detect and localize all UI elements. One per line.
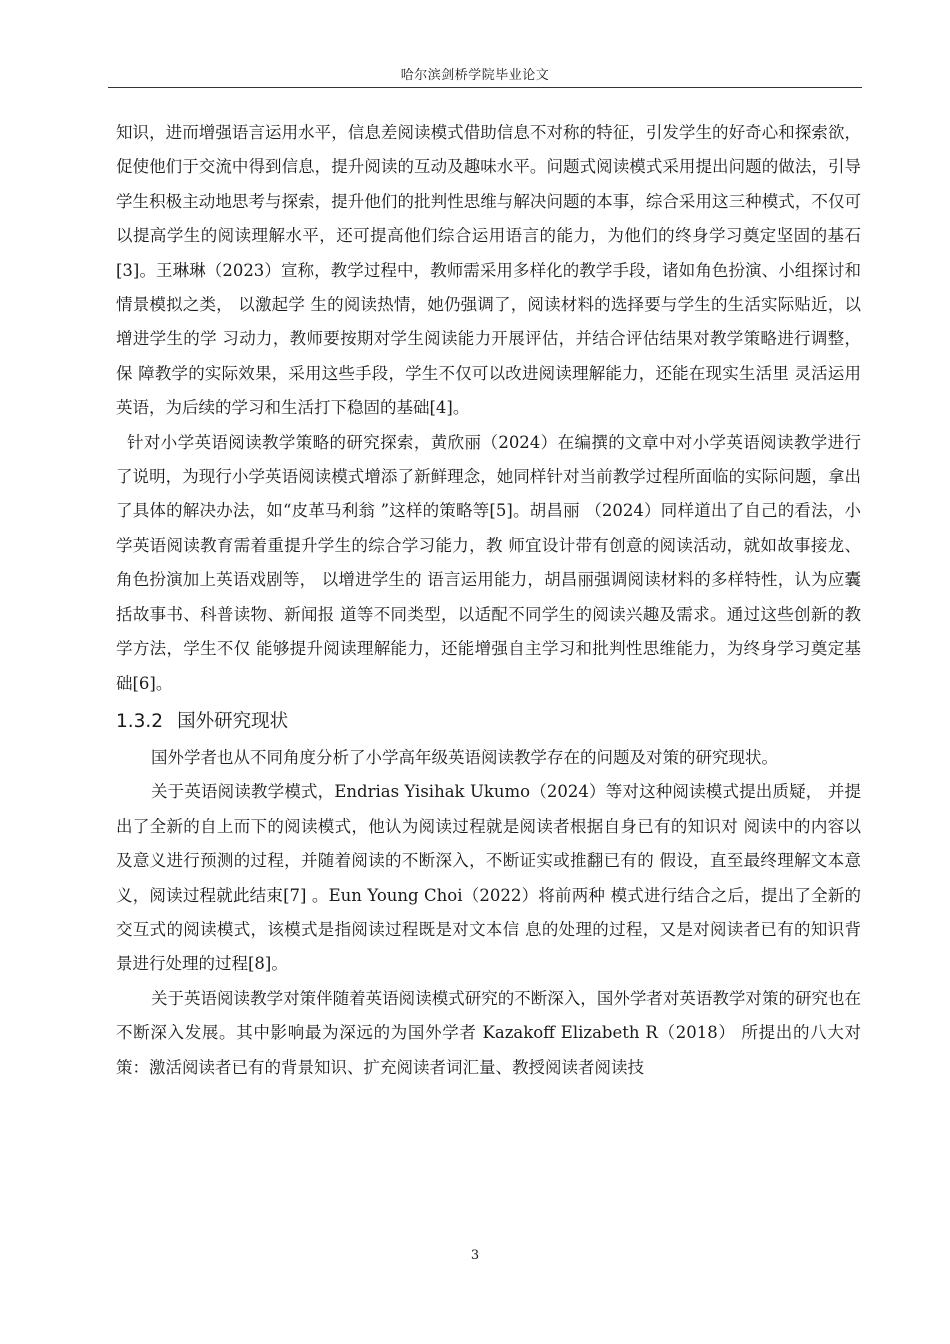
paragraph-2: 针对小学英语阅读教学策略的研究探索，黄欣丽（2024）在编撰的文章中对小学英语阅读教学进行了说明，为现行小学英语阅读模式增添了新鲜理念，她同样针对当前教学过程所面临的实际问题，拿出了具体的解决办法，如“皮革马利翁 ”这样的策略等[5]。胡昌丽 （2024）同样道出了自己的看法，小学英语阅读教育需着重提升学生的综合学习能力，教 师宜设计带有创意的阅读活动，就如故事接龙、角色扮演加上英语戏剧等， 以增进学生的 语言运用能力，胡昌丽强调阅读材料的多样特性，认为应囊括故事书、科普读物、新闻报 道等不同类型，以适配不同学生的阅读兴趣及需求。通过这些创新的教学方法，学生不仅 能够提升阅读理解能力，还能增强自主学习和批判性思维能力，为终身学习奠定基础[6]。 (116, 432, 861, 693)
section-heading (116, 709, 861, 735)
page-number: 3 (470, 1248, 480, 1263)
document-body (116, 116, 861, 1085)
paragraph-3: 国外学者也从不同角度分析了小学高年级英语阅读教学存在的问题及对策的研究现状。 (151, 747, 778, 767)
paragraph-5: 关于英语阅读教学对策伴随着英语阅读模式研究的不断深入，国外学者对英语教学对策的研究也在不断深入发展。其中影响最为深远的为国外学者 Kazakoff Elizabeth R（2018） 所提出的八大对策：激活阅读者已有的背景知识、扩充阅读者词汇量、教授阅读者阅读技 (116, 988, 861, 1077)
paragraph-4: 关于英语阅读教学模式，Endrias Yisihak Ukumo（2024）等对这种阅读模式提出质疑， 并提出了全新的自上而下的阅读模式，他认为阅读过程就是阅读者根据自身已有的知识对 阅读中的内容以及意义进行预测的过程，并随着阅读的不断深入，不断证实或推翻已有的 假设，直至最终理解文本意义，阅读过程就此结束[7] 。Eun Young Choi（2022）将前两种 模式进行结合之后，提出了全新的交互式的阅读模式，该模式是指阅读过程既是对文本信 息的处理的过程，又是对阅读者已有的知识背景进行处理的过程[8]。 (116, 782, 861, 974)
paragraph-1: 知识，进而增强语言运用水平，信息差阅读模式借助信息不对称的特征，引发学生的好奇心和探索欲，促使他们于交流中得到信息，提升阅读的互动及趣味水平。问题式阅读模式采用提出问题的做法，引导学生积极主动地思考与探索，提升他们的批判性思维与解决问题的本事，综合采用这三种模式，不仅可以提高学生的阅读理解水平，还可提高他们综合运用语言的能力，为他们的终身学习奠定坚固的基石[3]。王琳琳（2023）宣称，教学过程中，教师需采用多样化的教学手段，诸如角色扮演、小组探讨和情景模拟之类， 以激起学 生的阅读热情，她仍强调了，阅读材料的选择要与学生的生活实际贴近，以增进学生的学 习动力，教师要按期对学生阅读能力开展评估，并结合评估结果对教学策略进行调整，保 障教学的实际效果，采用这些手段，学生不仅可以改进阅读理解能力，还能在现实生活里 灵活运用英语，为后续的学习和生活打下稳固的基础[4]。 (116, 123, 861, 418)
header-divider (108, 87, 862, 88)
section-number: 1.3.2 (116, 710, 164, 732)
running-header: 哈尔滨剑桥学院毕业论文 (400, 68, 550, 83)
section-title: 国外研究现状 (177, 710, 289, 732)
